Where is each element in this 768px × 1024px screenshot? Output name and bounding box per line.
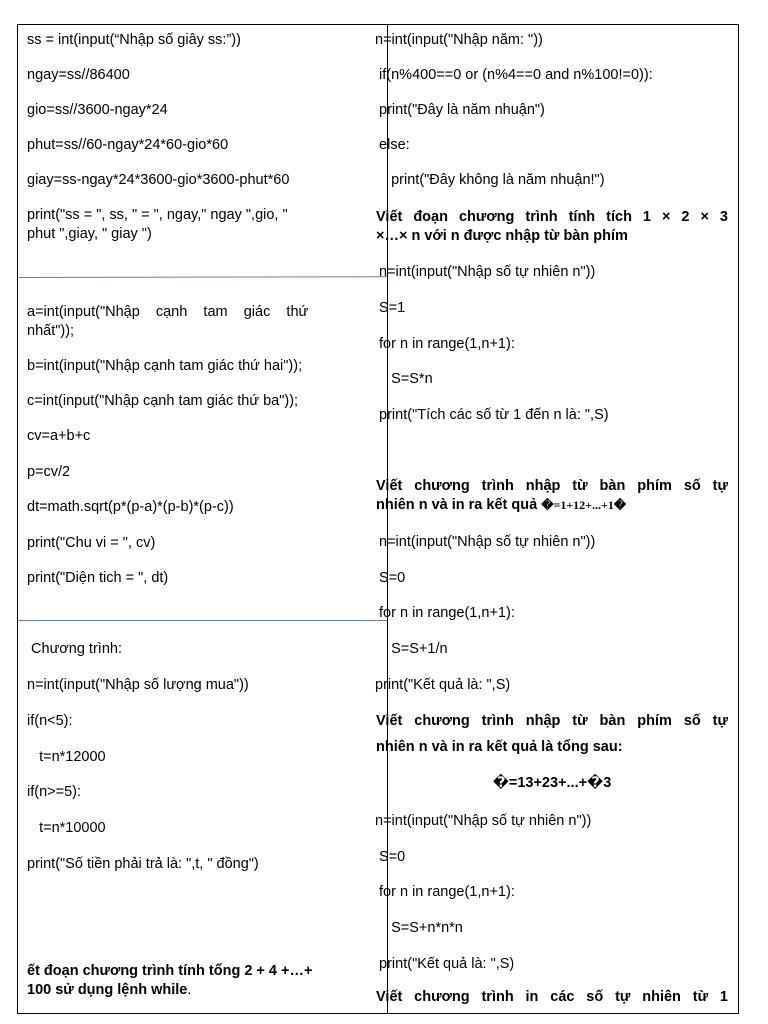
task-heading-tail: .	[187, 982, 192, 998]
task-heading	[376, 496, 732, 515]
code-line: t=n*10000	[27, 820, 106, 836]
code-line: Chương trình:	[27, 641, 122, 657]
code-line: print("Diện tich = ", dt)	[27, 570, 169, 586]
code-line: print("Kết quả là: ",S)	[375, 956, 515, 972]
code-line: n=int(input("Nhập số lượng mua"))	[27, 677, 249, 693]
code-line: for n in range(1,n+1):	[375, 336, 515, 352]
code-line: a=int(input("Nhập cạnh tam giác thứ	[27, 304, 309, 320]
code-line: if(n>=5):	[27, 784, 81, 800]
code-line: gio=ss//3600-ngay*24	[27, 102, 168, 118]
code-line: n=int(input("Nhập năm: "))	[375, 32, 543, 48]
code-line: print("Tích các số từ 1 đến n là: ",S)	[375, 407, 609, 423]
code-line: phut ",giay, " giay ")	[27, 226, 152, 242]
code-line: print("Đây là năm nhuận")	[375, 102, 545, 118]
task-heading: nhiên n và in ra kết quả là tổng sau:	[376, 739, 623, 755]
code-line: c=int(input("Nhập cạnh tam giác thứ ba"));	[27, 393, 299, 409]
task-heading: ×…× n với n được nhập từ bàn phím	[376, 228, 628, 244]
row-divider	[18, 620, 387, 621]
formula: �=1+12+...+1�	[541, 498, 627, 512]
code-line: n=int(input("Nhập số tự nhiên n"))	[375, 264, 596, 280]
code-line: b=int(input("Nhập cạnh tam giác thứ hai"));	[27, 358, 303, 374]
code-line: if(n%400==0 or (n%4==0 and n%100!=0)):	[375, 67, 653, 83]
code-line: n=int(input("Nhập số tự nhiên n"))	[375, 813, 592, 829]
code-line: else:	[375, 137, 410, 153]
code-line: print("Kết quả là: ",S)	[375, 677, 511, 693]
task-heading-text: 100 sử dụng lệnh while	[27, 982, 188, 998]
code-line: S=S+1/n	[375, 641, 448, 657]
code-line: cv=a+b+c	[27, 428, 91, 444]
code-line: ngay=ss//86400	[27, 67, 130, 83]
task-heading: Viết đoạn chương trình tính tích 1 × 2 × 3	[376, 209, 728, 225]
code-line: S=S+n*n*n	[375, 920, 463, 936]
code-line: for n in range(1,n+1):	[375, 884, 515, 900]
code-line: if(n<5):	[27, 713, 73, 729]
row-divider	[18, 276, 387, 278]
code-line: S=S*n	[375, 371, 433, 387]
code-line: print("Đây không là năm nhuận!")	[375, 172, 605, 188]
task-heading-text: nhiên n và in ra kết quả	[376, 497, 542, 513]
code-line: n=int(input("Nhập số tự nhiên n"))	[375, 534, 596, 550]
task-heading	[27, 981, 367, 1000]
code-line: for n in range(1,n+1):	[375, 605, 515, 621]
task-heading: Viết chương trình nhập từ bàn phím số tự	[376, 478, 728, 494]
code-line: ss = int(input(“Nhập số giây ss:”))	[27, 32, 241, 48]
task-heading: Viết chương trình in các số tự nhiên từ 1	[376, 989, 728, 1005]
code-line: S=1	[375, 300, 406, 316]
code-line: giay=ss-ngay*24*3600-gio*3600-phut*60	[27, 172, 290, 188]
code-line: print("Số tiền phải trả là: ",t, " đồng")	[27, 856, 259, 872]
task-heading: Viết chương trình nhập từ bàn phím số tự	[376, 713, 728, 729]
code-line: print("Chu vi = ", cv)	[27, 535, 156, 551]
code-line: print("ss = ", ss, " = ", ngay," ngay ",gio, "	[27, 207, 288, 223]
code-line: S=0	[375, 849, 406, 865]
code-line: dt=math.sqrt(p*(p-a)*(p-b)*(p-c))	[27, 499, 234, 515]
code-line: S=0	[375, 570, 406, 586]
formula: �=13+23+...+�3	[492, 775, 612, 791]
code-line: nhất"));	[27, 323, 75, 339]
code-line: phut=ss//60-ngay*24*60-gio*60	[27, 137, 229, 153]
code-line: p=cv/2	[27, 464, 71, 480]
task-heading: ết đoạn chương trình tính tổng 2 + 4 +…+	[27, 963, 313, 979]
code-line: t=n*12000	[27, 749, 106, 765]
